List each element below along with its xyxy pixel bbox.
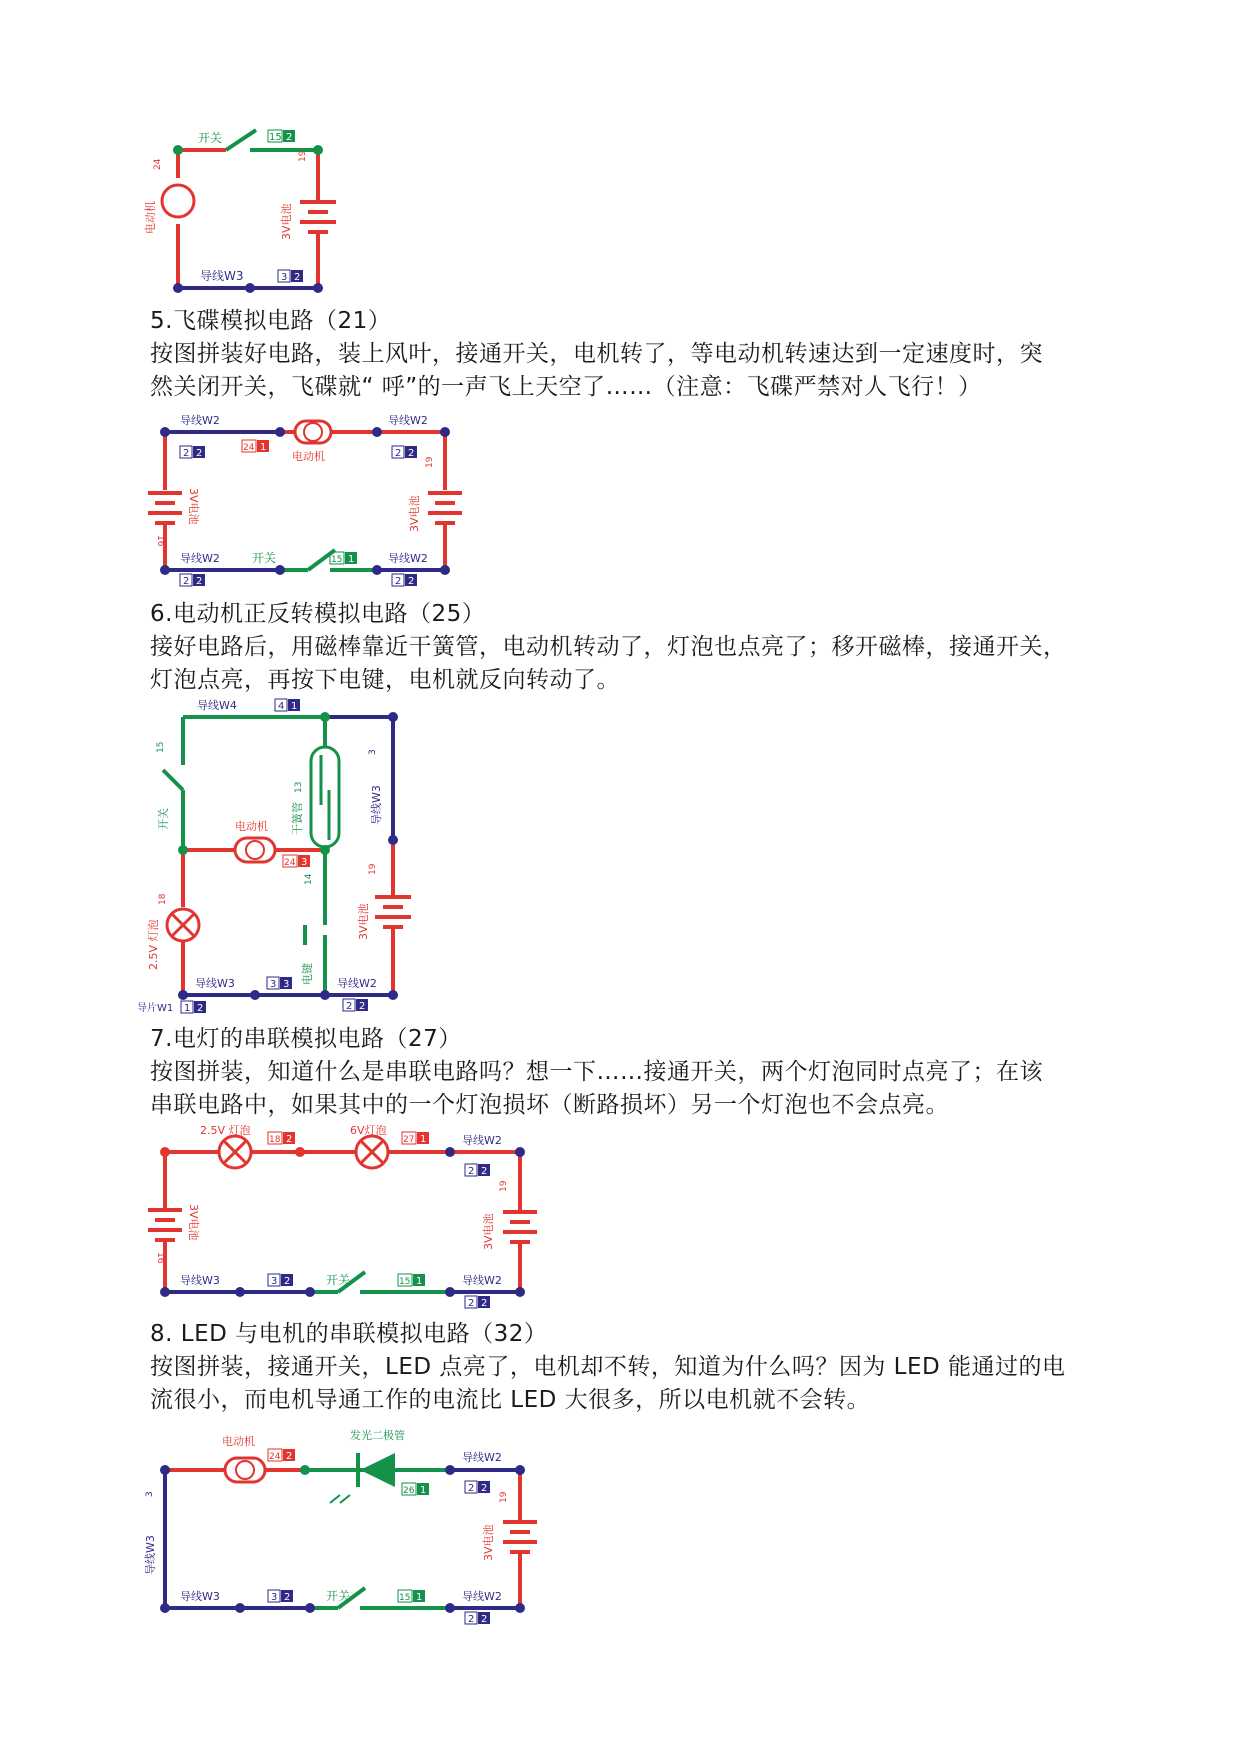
section-5-body-line: 然关闭开关，飞碟就“ 呼”的一声飞上天空了……（注意：飞碟严禁对人飞行！）: [150, 374, 982, 400]
section-8-title: 8. LED 与电机的串联模拟电路（32）: [150, 1321, 548, 1347]
section-7-body-line: 串联电路中，如果其中的一个灯泡损坏（断路损坏）另一个灯泡也不会点亮。: [150, 1092, 949, 1118]
lamp-label: 6V灯泡: [350, 1124, 387, 1137]
part-number: 2: [183, 576, 190, 587]
part-number: 24: [243, 443, 255, 453]
part-number: 2: [346, 1001, 353, 1012]
part-number: 3: [145, 1491, 155, 1497]
part-number: 3: [281, 272, 288, 283]
wire-label: 导线W2: [462, 1274, 502, 1287]
section-6-body-line: 接好电路后，用磁棒靠近干簧管，电动机转动了，灯泡也点亮了；移开磁棒，接通开关，: [150, 634, 1067, 660]
part-number: 26: [403, 1486, 415, 1496]
part-number: 15: [399, 1593, 411, 1603]
part-index: 2: [481, 1298, 488, 1309]
wire-label: 导线W2: [180, 552, 220, 565]
part-number: 4: [278, 701, 285, 712]
part-number: 2: [468, 1614, 475, 1625]
part-number: 3: [368, 749, 378, 755]
part-number: 2: [183, 448, 190, 459]
switch-label: 开关: [326, 1273, 351, 1287]
lamp-label: 2.5V 灯泡: [200, 1124, 251, 1137]
part-number: 24: [269, 1452, 281, 1462]
switch-label: 开关: [157, 808, 170, 830]
wire-label: 导线W2: [462, 1590, 502, 1603]
section-5-title: 5.飞碟模拟电路（21）: [150, 308, 392, 334]
part-index: 1: [291, 701, 298, 712]
part-index: 2: [197, 1003, 204, 1014]
part-index: 2: [196, 576, 203, 587]
part-index: 1: [416, 1276, 423, 1287]
battery-label: 3V电池: [482, 1213, 495, 1250]
part-index: 2: [286, 1134, 293, 1145]
part-number: 15: [269, 132, 282, 143]
part-number: 3: [271, 1276, 278, 1287]
wire-label: 导线W2: [180, 414, 220, 427]
part-index: 1: [416, 1592, 423, 1603]
key-label: 电键: [301, 963, 314, 985]
part-index: 2: [286, 132, 293, 143]
part-number: 1: [184, 1003, 191, 1014]
section-6-body-line: 灯泡点亮，再按下电键，电机就反向转动了。: [150, 667, 620, 693]
circuit-diagram-ufo: [140, 410, 470, 590]
part-number: 27: [403, 1135, 415, 1145]
part-number: 18: [269, 1135, 281, 1145]
part-number: 2: [468, 1166, 475, 1177]
motor-label: 电动机: [144, 201, 157, 234]
battery-label: 3V电池: [357, 903, 370, 940]
motor-label: 电动机: [235, 820, 268, 833]
part-number: 2: [395, 448, 402, 459]
reed-label: 干簧管: [291, 802, 304, 835]
part-number: 19: [298, 150, 308, 162]
part-number: 15: [331, 555, 343, 565]
motor-label: 电动机: [292, 450, 325, 463]
wire-label: 导线W3: [370, 785, 383, 825]
part-index: 1: [420, 1485, 427, 1496]
part-index: 1: [420, 1134, 427, 1145]
part-number: 15: [156, 741, 166, 753]
part-number: 2: [468, 1298, 475, 1309]
part-number: 2: [395, 576, 402, 587]
part-number: 18: [158, 893, 168, 905]
wire-label: 导线W4: [197, 699, 237, 712]
part-number: 19: [425, 456, 435, 468]
section-6-title: 6.电动机正反转模拟电路（25）: [150, 601, 486, 627]
part-index: 1: [348, 554, 355, 565]
part-index: 2: [294, 272, 301, 283]
part-index: 2: [359, 1001, 366, 1012]
part-number: 16: [155, 535, 165, 547]
part-index: 3: [283, 979, 290, 990]
wire-label: 导线W2: [337, 977, 377, 990]
lamp-label: 2.5V 灯泡: [147, 919, 160, 970]
part-index: 2: [286, 1451, 293, 1462]
wire-label: 导线W2: [388, 552, 428, 565]
led-label: 发光二极管: [350, 1429, 405, 1442]
switch-label: 开关: [326, 1589, 351, 1603]
wire-label: 导线W3: [144, 1535, 157, 1575]
part-number: 24: [284, 858, 296, 868]
wire-label: 导线W2: [462, 1451, 502, 1464]
battery-label: 3V电池: [187, 488, 200, 525]
part-number: 14: [304, 873, 314, 885]
part-index: 2: [196, 448, 203, 459]
battery-label: 3V电池: [280, 203, 293, 240]
part-index: 2: [284, 1276, 291, 1287]
part-number: 3: [270, 979, 277, 990]
part-index: 2: [284, 1592, 291, 1603]
part-number: 15: [399, 1277, 411, 1287]
battery-label: 3V电池: [482, 1524, 495, 1561]
section-8-body-line: 流很小，而电机导通工作的电流比 LED 大很多，所以电机就不会转。: [150, 1387, 871, 1413]
section-7-title: 7.电灯的串联模拟电路（27）: [150, 1026, 462, 1052]
circuit-diagram-led-motor: [140, 1425, 540, 1625]
battery-label: 3V电池: [187, 1204, 200, 1241]
wire-label: 导线W2: [388, 414, 428, 427]
sheet-label: 导片W1: [137, 1003, 174, 1014]
section-8-body-line: 按图拼装，接通开关，LED 点亮了，电机却不转，知道为什么吗？因为 LED 能通过的电: [150, 1354, 1066, 1380]
part-number: 16: [155, 1252, 165, 1264]
circuit-diagram-motor: [140, 120, 360, 295]
part-index: 2: [408, 448, 415, 459]
switch-label: 开关: [198, 131, 223, 145]
part-index: 1: [260, 442, 267, 453]
part-index: 2: [481, 1483, 488, 1494]
switch-label: 开关: [252, 551, 277, 565]
part-number: 3: [271, 1592, 278, 1603]
section-5-body-line: 按图拼装好电路，装上风叶，接通开关，电机转了，等电动机转速达到一定速度时，突: [150, 341, 1043, 367]
section-7-body-line: 按图拼装，知道什么是串联电路吗？想一下……接通开关，两个灯泡同时点亮了；在该: [150, 1059, 1043, 1085]
part-index: 2: [408, 576, 415, 587]
part-number: 19: [368, 863, 378, 875]
part-number: 19: [499, 1491, 509, 1503]
battery-label: 3V电池: [408, 495, 421, 532]
wire-label: 导线W2: [462, 1134, 502, 1147]
motor-label: 电动机: [222, 1435, 255, 1448]
part-number: 24: [153, 158, 163, 170]
part-index: 2: [481, 1166, 488, 1177]
part-number: 13: [294, 781, 304, 793]
part-number: 19: [499, 1180, 509, 1192]
wire-label: 导线W3: [195, 977, 235, 990]
wire-label: 导线W3: [200, 269, 244, 283]
wire-label: 导线W3: [180, 1590, 220, 1603]
part-index: 2: [481, 1614, 488, 1625]
part-index: 3: [301, 857, 308, 868]
circuit-diagram-motor-reverse: [135, 695, 415, 1015]
wire-label: 导线W3: [180, 1274, 220, 1287]
circuit-diagram-series-lamps: [140, 1120, 540, 1310]
part-number: 2: [468, 1483, 475, 1494]
